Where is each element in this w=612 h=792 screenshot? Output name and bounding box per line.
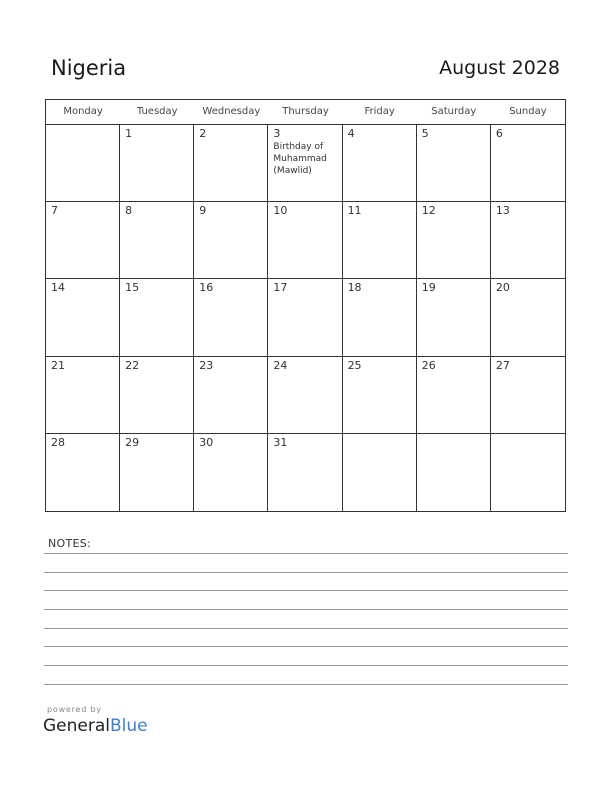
calendar-grid [45,99,566,512]
day-number: 4 [347,127,355,140]
day-number: 18 [347,281,362,295]
weekday-thursday: Thursday [282,106,329,117]
day-cell [417,434,491,511]
day-cell [120,434,194,511]
day-cell [194,279,268,356]
powered-by-text: powered by [47,705,102,714]
day-number: 22 [125,358,140,372]
day-cell [194,202,268,279]
day-number: 7 [51,204,58,218]
day-number: 24 [273,358,288,372]
day-cell [46,202,120,279]
note-line [44,553,568,554]
day-cell [46,125,120,202]
day-cell [491,202,565,279]
day-cell [491,125,565,202]
day-cell [491,279,565,356]
day-cell [194,125,268,202]
day-cell [417,202,491,279]
weekday-header-row [46,100,565,125]
day-number: 5 [421,127,429,140]
weekday-sunday: Sunday [509,106,547,117]
holiday-event: Birthday of Muhammad (Mawlid) [273,142,327,176]
weekday-saturday: Saturday [431,106,477,117]
note-line [44,646,568,647]
day-number: 30 [199,435,214,449]
weekday-wednesday: Wednesday [202,106,261,117]
day-cell [120,202,194,279]
day-cell [268,434,342,511]
day-cell [343,434,417,511]
day-number: 19 [421,281,436,295]
day-number: 26 [421,358,436,372]
day-cell [491,357,565,434]
note-line [44,572,568,573]
day-number: 31 [273,435,288,449]
day-number: 16 [199,281,214,295]
day-cell [343,357,417,434]
note-line [44,665,568,666]
day-cell [417,357,491,434]
day-cell [46,434,120,511]
day-cell [120,279,194,356]
day-number: 6 [495,127,503,140]
day-number: 12 [421,204,436,218]
day-number: 11 [347,204,362,218]
day-cell [268,357,342,434]
day-number: 10 [273,204,288,218]
day-cell [46,357,120,434]
day-number: 8 [125,204,133,218]
day-number: 17 [273,281,288,295]
day-cell [491,434,565,511]
note-line [44,684,568,685]
day-number: 1 [125,127,133,140]
note-line [44,628,568,629]
day-number: 15 [125,281,140,295]
day-cell [417,279,491,356]
calendar-body [46,125,565,511]
country-title: Nigeria [51,56,127,80]
weekday-monday: Monday [63,106,103,117]
notes-label: NOTES: [48,537,92,550]
day-cell [268,125,342,202]
day-cell [46,279,120,356]
day-number: 23 [199,358,214,372]
brand-blue: Blue [110,716,148,736]
weekday-tuesday: Tuesday [136,106,178,117]
day-number: 3 [273,127,281,140]
weekday-friday: Friday [364,106,395,117]
day-number: 2 [199,127,207,140]
day-cell [268,202,342,279]
day-number: 21 [51,358,65,372]
month-year-title: August 2028 [439,57,560,79]
day-number: 29 [125,435,140,449]
note-line [44,590,568,591]
day-cell [194,434,268,511]
day-cell [120,357,194,434]
day-number: 25 [347,358,362,372]
day-cell [343,125,417,202]
day-number: 20 [495,281,510,295]
day-cell [417,125,491,202]
brand-general: General [43,716,110,736]
note-line [44,609,568,610]
day-number: 13 [495,204,510,218]
day-number: 14 [51,281,65,295]
day-cell [343,202,417,279]
day-number: 27 [495,358,510,372]
day-number: 9 [199,204,207,218]
day-number: 28 [51,435,65,449]
day-cell [194,357,268,434]
brand-logo [43,716,148,736]
day-cell [120,125,194,202]
day-cell [343,279,417,356]
day-cell [268,279,342,356]
